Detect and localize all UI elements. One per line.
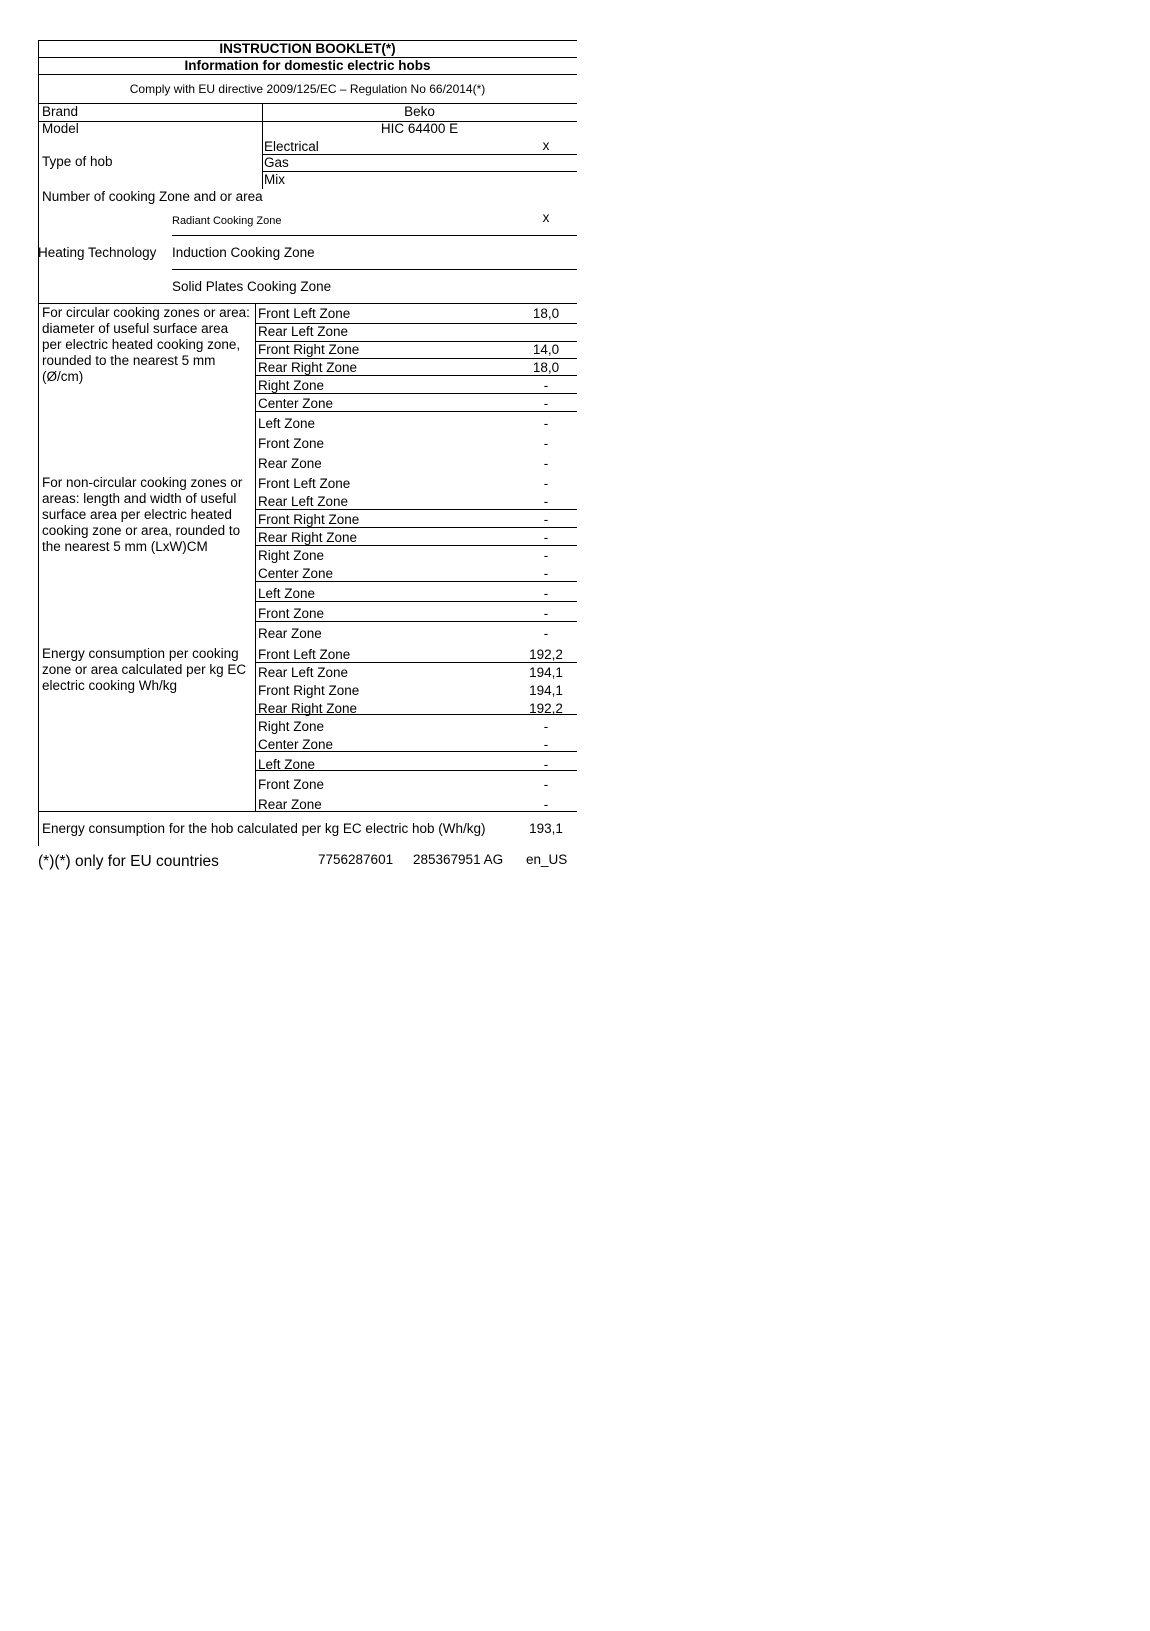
zone-name: Rear Right Zone <box>258 701 358 716</box>
footer-code-2: 285367951 AG <box>413 852 504 867</box>
zone-value: - <box>543 719 549 734</box>
hob-energy-value: 193,1 <box>529 821 563 836</box>
zone-value: - <box>543 797 549 812</box>
zone-value: 18,0 <box>532 360 560 375</box>
row-divider <box>255 341 577 342</box>
zone-name: Front Zone <box>258 436 325 451</box>
zone-name: Center Zone <box>258 737 334 752</box>
zone-name: Center Zone <box>258 566 334 581</box>
model-value: HIC 64400 E <box>380 121 459 136</box>
heating-technology-label: Heating Technology <box>38 245 157 260</box>
zone-value: 194,1 <box>529 665 563 680</box>
row-divider <box>255 621 577 622</box>
zone-value: 18,0 <box>532 306 560 321</box>
hob-type-option: Mix <box>264 172 285 187</box>
brand-value: Beko <box>404 104 435 119</box>
zone-value: - <box>543 530 549 545</box>
zone-value: - <box>543 548 549 563</box>
zone-name: Rear Left Zone <box>258 324 349 339</box>
zone-name: Rear Right Zone <box>258 360 358 375</box>
zone-value: - <box>543 586 549 601</box>
booklet-subtitle: Information for domestic electric hobs <box>184 58 431 73</box>
zone-value: 194,1 <box>529 683 563 698</box>
heating-option: Induction Cooking Zone <box>172 245 315 260</box>
zone-value: - <box>543 566 549 581</box>
zone-value: - <box>543 396 549 411</box>
circular-zones-label: For circular cooking zones or area: diameter of useful surface area per electric heated cooking zone, rounded to the nearest 5 mm (Ø/cm) <box>42 305 250 384</box>
row-divider <box>255 751 577 752</box>
zone-name: Right Zone <box>258 378 325 393</box>
zone-value: 192,2 <box>529 647 563 662</box>
zone-value: 192,2 <box>529 701 563 716</box>
zone-name: Front Zone <box>258 777 325 792</box>
zones-count-label: Number of cooking Zone and or area <box>42 189 263 204</box>
row-divider <box>255 601 577 602</box>
row-divider <box>255 662 577 663</box>
zone-name: Front Right Zone <box>258 512 360 527</box>
zone-value: - <box>543 606 549 621</box>
brand-label: Brand <box>42 104 79 119</box>
row-divider <box>255 393 577 394</box>
zone-name: Left Zone <box>258 416 316 431</box>
hob-type-option: Gas <box>264 155 289 170</box>
row-divider <box>255 509 577 510</box>
zone-value: - <box>543 416 549 431</box>
row-divider <box>255 323 577 324</box>
zone-name: Rear Zone <box>258 797 322 812</box>
zone-name: Front Zone <box>258 606 325 621</box>
zone-value: - <box>543 476 549 491</box>
zone-name: Right Zone <box>258 719 325 734</box>
footer-locale: en_US <box>526 852 568 867</box>
zone-value: - <box>543 512 549 527</box>
energy-zones-label: Energy consumption per cooking zone or area calculated per kg EC electric cooking Wh/kg <box>42 646 247 693</box>
footer-note: (*)(*) only for EU countries <box>38 853 219 870</box>
row-divider <box>255 527 577 528</box>
zone-value: - <box>543 436 549 451</box>
heating-option: Solid Plates Cooking Zone <box>172 279 332 294</box>
zone-name: Rear Zone <box>258 456 322 471</box>
booklet-title: INSTRUCTION BOOKLET(*) <box>219 41 396 56</box>
zone-name: Left Zone <box>258 757 316 772</box>
zone-name: Rear Left Zone <box>258 665 349 680</box>
hob-type-mark: x <box>542 138 550 153</box>
row-divider <box>255 770 577 771</box>
zone-name: Front Left Zone <box>258 306 351 321</box>
zone-value: - <box>543 456 549 471</box>
hob-type-option: Electrical <box>264 139 319 154</box>
zone-name: Rear Right Zone <box>258 530 358 545</box>
zone-value: - <box>543 494 549 509</box>
directive-text: Comply with EU directive 2009/125/EC – Regulation No 66/2014(*) <box>129 82 486 96</box>
zone-name: Left Zone <box>258 586 316 601</box>
zone-name: Front Right Zone <box>258 342 360 357</box>
hob-energy-label: Energy consumption for the hob calculated per kg EC electric hob (Wh/kg) <box>42 821 486 836</box>
noncircular-zones-label: For non-circular cooking zones or areas: length and width of useful surface area per electric heated cooking zone or area, rounded to the nearest 5 mm (LxW)CM <box>42 475 243 554</box>
zone-value: - <box>543 378 549 393</box>
zone-value: - <box>543 626 549 641</box>
row-divider <box>255 375 577 376</box>
heating-option: Radiant Cooking Zone <box>172 215 282 227</box>
footer-code-1: 7756287601 <box>318 852 394 867</box>
zone-name: Front Right Zone <box>258 683 360 698</box>
zone-name: Rear Left Zone <box>258 494 349 509</box>
zone-name: Rear Zone <box>258 626 322 641</box>
zone-name: Right Zone <box>258 548 325 563</box>
row-divider <box>255 581 577 582</box>
type-of-hob-label: Type of hob <box>42 154 113 169</box>
row-divider <box>255 714 577 715</box>
zone-value: 14,0 <box>532 342 560 357</box>
row-divider <box>255 358 577 359</box>
zone-name: Center Zone <box>258 396 334 411</box>
zone-value: - <box>543 737 549 752</box>
row-divider <box>255 545 577 546</box>
model-label: Model <box>42 121 79 136</box>
heating-mark: x <box>542 210 550 225</box>
zone-value: - <box>543 777 549 792</box>
zone-name: Front Left Zone <box>258 647 351 662</box>
zone-value: - <box>543 757 549 772</box>
row-divider <box>255 411 577 412</box>
zone-name: Front Left Zone <box>258 476 351 491</box>
